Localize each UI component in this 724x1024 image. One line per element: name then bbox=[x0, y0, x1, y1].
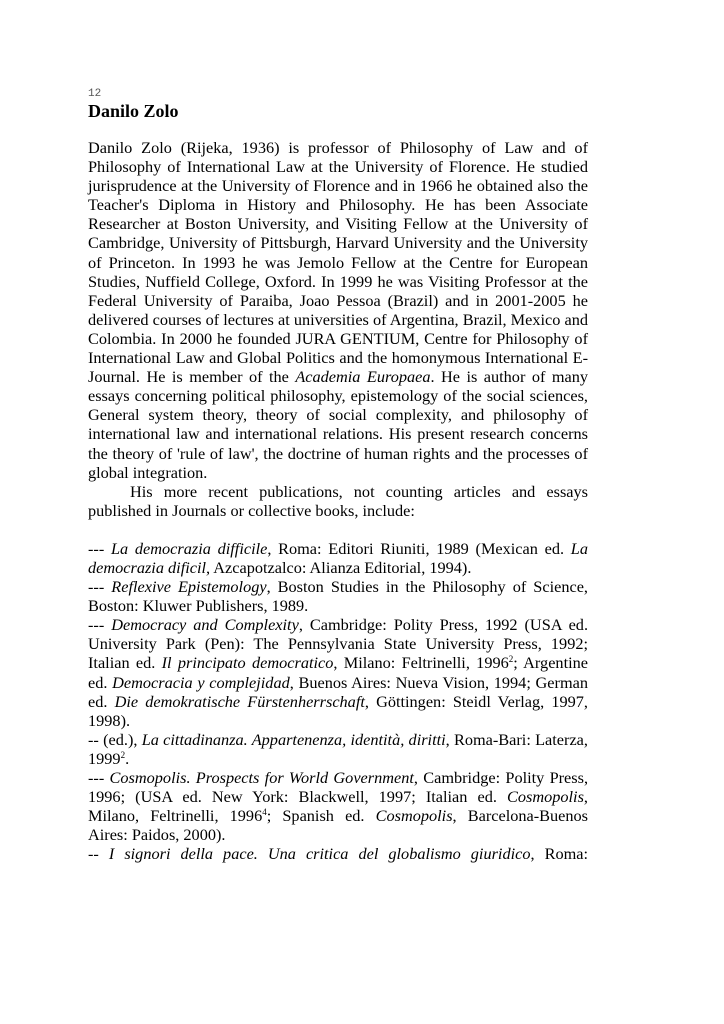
pub-title: Die demokratische Fürstenherrschaft bbox=[114, 691, 365, 711]
publication-item bbox=[88, 730, 588, 768]
pub-title: La democrazia difficile bbox=[111, 538, 268, 558]
pub-text: , Roma-Bari: Laterza, 1999 bbox=[88, 729, 588, 768]
pub-title: Cosmopolis bbox=[507, 787, 584, 807]
pub-edition-sup: 4 bbox=[262, 807, 267, 818]
publication-item bbox=[88, 577, 588, 615]
bio-text-a: Danilo Zolo (Rijeka, 1936) is professor of Philosophy of Law and of Philosophy of International Law at the University of Florence. He studied jurisprudence at the University of Florence and in 1966 he obtained also the Teacher's Diploma in History and Philosophy. He has been Associate Researcher at Boston University, and Visiting Fellow at the University of Cambridge, University of Pittsburgh, Harvard University and the University of Princeton. In 1993 he was Jemolo Fellow at the Centre for European Studies, Nuffield College, Oxford. In 1999 he was Visiting Professor at the Federal University of Paraiba, Joao Pessoa (Brazil) and in 2001-2005 he delivered courses of lectures at universities of Argentina, Brazil, Mexico and Colombia. In 2000 he founded JURA GENTIUM, Centre for Philosophy of International Law and Global Politics and the homonymous International E-Journal. He is member of the bbox=[88, 138, 588, 387]
publication-item bbox=[88, 539, 588, 577]
pub-title: La cittadinanza. Appartenenza, identità, diritti bbox=[141, 729, 446, 749]
pub-text: , Milano: Feltrinelli, 1996 bbox=[333, 653, 509, 673]
pub-prefix: --- bbox=[88, 615, 112, 635]
page bbox=[88, 88, 588, 863]
pub-text: , Cambridge: Polity Press, 1992 (USA ed. University Park (Pen): The Pennsylvania State University Press, 1992; Italian ed. bbox=[88, 615, 589, 673]
publication-list bbox=[88, 539, 588, 864]
bio-italic: Academia Europaea bbox=[295, 367, 431, 387]
pub-text: , Barcelona-Buenos Aires: Paidos, 2000). bbox=[88, 806, 589, 845]
publication-item bbox=[88, 768, 588, 844]
page-title: Danilo Zolo bbox=[88, 101, 179, 121]
bio-paragraph bbox=[88, 138, 588, 520]
pub-text: , Cambridge: Polity Press, 1996; (USA ed. New York: Blackwell, 1997; Italian ed. bbox=[88, 768, 589, 807]
pub-edition-sup: 2 bbox=[120, 749, 126, 760]
pub-text: . bbox=[125, 748, 130, 768]
page-number: 12 bbox=[88, 88, 102, 100]
pub-text: , Göttingen: Steidl Verlag, 1997, 1998). bbox=[88, 691, 589, 730]
pub-title: Democracia y complejidad bbox=[112, 672, 290, 692]
pub-title: La democrazia dificil, bbox=[88, 538, 588, 577]
pub-prefix: --- bbox=[88, 768, 110, 787]
pub-title: Democracy and Complexity bbox=[111, 615, 299, 635]
pub-edition-sup: 2 bbox=[508, 654, 514, 665]
publication-item bbox=[88, 844, 588, 863]
pub-text: Azcapotzalco: Alianza Editorial, 1994). bbox=[210, 557, 472, 577]
pub-title: Cosmopolis bbox=[375, 806, 453, 826]
pub-prefix: -- (ed.), bbox=[88, 729, 142, 749]
pub-title: Cosmopolis. Prospects for World Government bbox=[109, 768, 414, 787]
bio-publications-intro: His more recent publications, not counting articles and essays published in Journals or collective books, include: bbox=[88, 481, 588, 520]
pub-prefix: --- bbox=[88, 538, 111, 558]
pub-title: I signori della pace. Una critica del globalismo giuridico bbox=[108, 844, 531, 864]
pub-text: , Boston Studies in the Philosophy of Science, Boston: Kluwer Publishers, 1989. bbox=[88, 577, 588, 616]
pub-text: , Milano, Feltrinelli, 1996 bbox=[88, 787, 588, 826]
pub-title: Reflexive Epistemology bbox=[111, 577, 267, 597]
pub-text: , Roma: bbox=[530, 844, 588, 864]
pub-title: Il principato democratico bbox=[161, 653, 334, 673]
pub-prefix: --- bbox=[88, 577, 112, 597]
bio-text-b: . He is author of many essays concerning political philosophy, epistemology of the social sciences, General system theory, theory of social complexity, and philosophy of international law and international relations. His present research concerns the theory of 'rule of law', the doctrine of human rights and the processes of global integration. bbox=[88, 367, 589, 482]
publication-item bbox=[88, 615, 588, 730]
pub-text: , Roma: Editori Riuniti, 1989 (Mexican ed. bbox=[267, 538, 571, 558]
pub-prefix: -- bbox=[88, 844, 109, 864]
pub-text: , Buenos Aires: Nueva Vision, 1994; German ed. bbox=[88, 672, 588, 711]
pub-text: ; Argentine ed. bbox=[88, 653, 588, 692]
pub-text: ; Spanish ed. bbox=[266, 806, 376, 826]
